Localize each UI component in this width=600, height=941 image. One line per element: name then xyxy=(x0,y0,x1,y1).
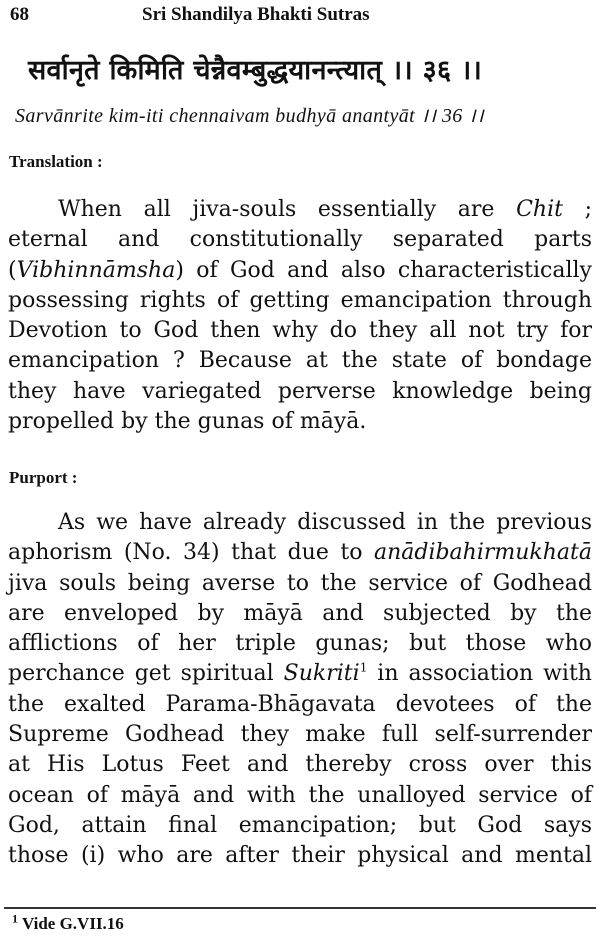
running-title: Sri Shandilya Bhakti Sutras xyxy=(142,4,370,25)
text-line: are enveloped by māyā and subjected by the xyxy=(8,600,592,626)
text-line: afflictions of her triple gunas; but those who xyxy=(8,631,592,657)
sutra-devanagari: सर्वानृते किमिति चेन्नैवम्बुद्धयानन्त्यात् ।। ३६ ।। xyxy=(28,55,483,86)
purport-heading: Purport : xyxy=(9,468,78,487)
footnote-marker: 1 xyxy=(12,911,18,926)
text-line: ocean of māyā and with the unalloyed service of xyxy=(8,782,592,808)
text-line: (Vibhinnāmsha) of God and also characteristically xyxy=(8,257,592,283)
text-line: propelled by the gunas of māyā. xyxy=(8,409,367,435)
purport-paragraph xyxy=(8,508,592,872)
text-line: Supreme Godhead they make full self-surrender xyxy=(8,722,592,748)
text-line: God, attain final emancipation; but God says xyxy=(8,812,592,838)
footnote xyxy=(12,911,124,934)
text-line: perchance get spiritual Sukriti$^1$ in association with xyxy=(8,661,592,687)
text-line: at His Lotus Feet and thereby cross over this xyxy=(8,752,592,778)
text-line: aphorism (No. 34) that due to anādibahirmukhatā xyxy=(8,540,592,566)
page-header xyxy=(10,4,590,26)
text-line: emancipation ? Because at the state of bondage xyxy=(8,348,592,374)
text-line: possessing rights of getting emancipation through xyxy=(8,287,592,313)
text-line: As we have already discussed in the previous xyxy=(58,510,592,535)
translation-paragraph xyxy=(8,195,592,437)
text-line: they have variegated perverse knowledge being xyxy=(8,378,592,404)
text-line: Devotion to God then why do they all not try for xyxy=(8,318,592,344)
translation-heading: Translation : xyxy=(9,152,103,171)
text-line: the exalted Parama-Bhāgavata devotees of the xyxy=(8,691,592,717)
text-line: jiva souls being averse to the service of Godhead xyxy=(8,570,592,596)
text-line: eternal and constitutionally separated parts xyxy=(8,227,592,253)
footnote-divider xyxy=(4,907,596,909)
footnote-text: Vide G.VII.16 xyxy=(21,914,124,933)
page-number: 68 xyxy=(10,4,29,25)
sutra-transliteration: Sarvānrite kim-iti chennaivam budhyā anantyāt ।। 36 ।। xyxy=(15,105,485,127)
text-line: When all jiva-souls essentially are Chit ; xyxy=(58,197,593,222)
text-line: those (i) who are after their physical and mental xyxy=(8,843,592,869)
footnote-reference: 1 xyxy=(359,661,368,676)
